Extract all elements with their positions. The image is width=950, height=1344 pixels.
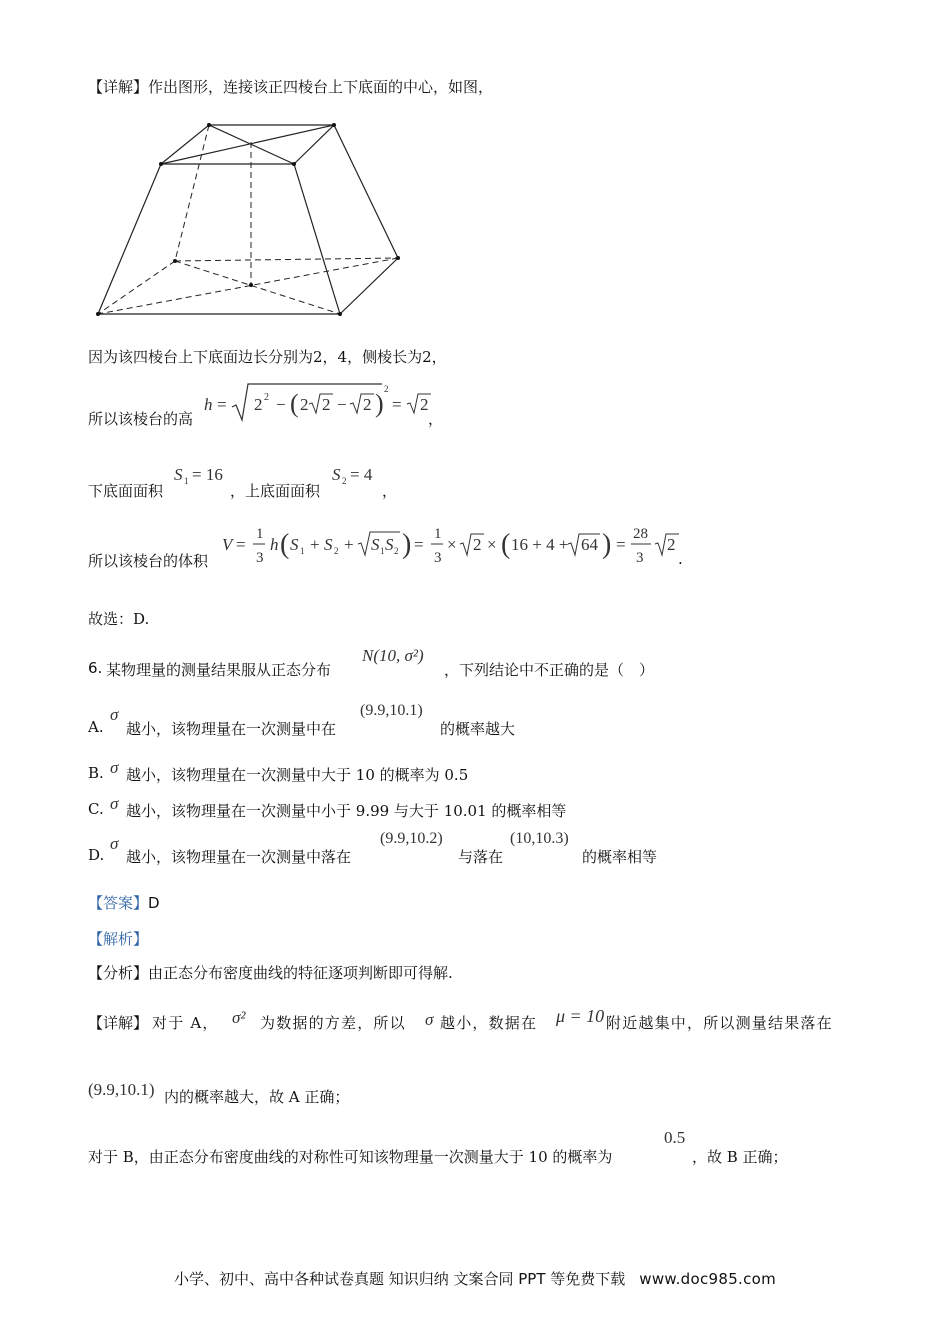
svg-text:+: + [310,535,320,554]
lower-area-formula [172,460,232,490]
option-c-text: 越小，该物理量在一次测量中小于 9.99 与大于 10.01 的概率相等 [126,802,567,820]
choice-line: 故选：D. [88,610,150,628]
lateral-edge-back-right [334,125,398,258]
svg-text:3: 3 [256,550,264,566]
area-suffix: ， [382,482,398,500]
lateral-edge-front-left [98,164,161,314]
answer-tag: 【答案】 [88,894,149,912]
svg-text:S: S [371,535,380,554]
detail2-interval: (9.9,10.1) [88,1080,155,1099]
analysis-tag: 【解析】 [88,930,149,948]
area-mid: ，上底面面积 [230,482,321,500]
svg-text:+: + [344,535,354,554]
question-stem-2: ，下列结论中不正确的是（ ） [444,661,655,679]
option-a-interval: (9.9,10.1) [360,702,423,719]
volume-formula [220,518,680,574]
edge-lengths-line: 因为该四棱台上下底面边长分别为2，4，侧棱长为2， [88,348,447,366]
svg-text:V: V [222,535,233,554]
svg-text:=: = [392,395,402,414]
option-a-text-1: 越小，该物理量在一次测量中在 [126,720,337,738]
option-d-sigma: σ [110,834,119,853]
option-a-label: A. [88,718,104,736]
svg-text:): ) [402,529,412,560]
svg-text:3: 3 [636,550,644,566]
option-d-text-2: 与落在 [458,848,504,866]
footer-text: 小学、初中、高中各种试卷真题 知识归纳 文案合同 PPT 等免费下载 [173,1270,626,1288]
top-diagonal-2 [161,125,334,164]
svg-text:2: 2 [667,535,676,554]
area-prefix-lower: 下底面面积 [88,482,164,500]
height-suffix: ， [428,410,444,428]
detail3-value: 0.5 [664,1128,686,1147]
svg-text:2: 2 [264,392,269,403]
detail2-tag: 【详解】 [88,1014,149,1032]
svg-text:64: 64 [581,535,598,554]
detail2-text-5: 内的概率越大，故 A 正确； [164,1088,350,1106]
svg-text:2: 2 [300,395,309,414]
detail3-text-2: ，故 B 正确； [692,1148,788,1166]
svg-text:=: = [217,395,227,414]
height-formula [202,380,434,426]
answer-value: D [148,894,160,912]
option-c-label: C. [88,800,104,818]
svg-text:): ) [602,529,612,560]
footer-url[interactable]: www.doc985.com [639,1270,777,1288]
svg-text:×: × [447,535,457,554]
answer-line [88,892,160,913]
bottom-edge-right [340,258,398,314]
fenxi-tag: 【分析】 [88,964,149,982]
svg-text:2: 2 [334,546,339,556]
svg-text:×: × [487,535,497,554]
svg-text:h: h [204,395,213,414]
distribution: N(10, σ²) [362,646,424,665]
bottom-edge-hidden-back [175,258,398,261]
fenxi-line [88,962,453,983]
bottom-diagonal-2 [98,258,398,314]
svg-text:−: − [276,395,286,414]
detail2-text-1: 对于 A， [152,1014,219,1032]
option-d-interval-1: (9.9,10.2) [380,830,443,847]
option-a-sigma: σ [110,705,119,724]
bottom-diagonal-1 [175,261,340,314]
svg-text:S: S [290,535,299,554]
question-number: 6. [88,659,103,677]
svg-text:2: 2 [473,535,482,554]
svg-text:3: 3 [434,550,442,566]
option-d-label: D. [88,846,105,864]
question-stem-1: 某物理量的测量结果服从正态分布 [106,661,332,679]
detail3-text-1: 对于 B，由正态分布密度曲线的对称性可知该物理量一次测量大于 10 的概率为 [88,1148,613,1166]
detail-intro-line [88,76,493,97]
svg-text:−: − [337,395,347,414]
svg-text:S: S [324,535,333,554]
option-b-text: 越小，该物理量在一次测量中大于 10 的概率为 0.5 [126,766,469,784]
option-c-sigma: σ [110,794,119,813]
svg-text:1: 1 [300,546,305,556]
svg-text:= 4: = 4 [350,465,373,484]
svg-text:(: ( [280,529,290,560]
top-edge-right [294,125,334,164]
lateral-edge-front-right [294,164,340,314]
svg-text:2: 2 [384,384,389,394]
svg-text:1: 1 [256,526,264,542]
svg-text:h: h [270,535,279,554]
footer-banner [0,1268,950,1289]
svg-text:=: = [616,535,626,554]
svg-text:28: 28 [633,526,648,542]
svg-text:= 16: = 16 [192,465,223,484]
svg-text:1: 1 [184,476,189,486]
detail-tag: 【详解】 [88,78,149,96]
svg-text:=: = [236,535,246,554]
option-d-text-3: 的概率相等 [582,848,658,866]
svg-text:2: 2 [363,395,372,414]
svg-text:2: 2 [420,395,429,414]
frustum-figure [90,118,410,323]
detail2-text-3: 越小，数据在 [440,1014,538,1032]
svg-text:(: ( [290,389,299,418]
svg-text:S: S [332,465,341,484]
option-a-text-2: 的概率越大 [440,720,516,738]
variance-symbol: σ² [232,1008,246,1027]
svg-text:): ) [375,389,384,418]
sigma-symbol: σ [425,1010,435,1029]
svg-text:S: S [174,465,183,484]
option-b-sigma: σ [110,758,119,777]
mu-value: μ = 10 [556,1006,605,1026]
lateral-edge-hidden [175,125,209,261]
upper-area-formula [330,460,382,490]
svg-text:1: 1 [434,526,442,542]
svg-text:S: S [385,535,394,554]
svg-text:(: ( [501,529,511,560]
fenxi-text: 由正态分布密度曲线的特征逐项判断即可得解. [148,964,453,982]
volume-prefix: 所以该棱台的体积 [88,552,209,570]
option-d-interval-2: (10,10.3) [510,830,569,847]
svg-text:2: 2 [322,395,331,414]
detail2-text-4: 附近越集中，所以测量结果落在 [606,1014,833,1032]
svg-text:2: 2 [254,395,263,414]
option-d-text-1: 越小，该物理量在一次测量中落在 [126,848,352,866]
svg-text:2: 2 [394,546,399,556]
svg-text:1: 1 [380,546,385,556]
option-b-label: B. [88,764,104,782]
volume-suffix: . [678,550,683,568]
height-prefix: 所以该棱台的高 [88,410,194,428]
svg-text:2: 2 [342,476,347,486]
svg-text:=: = [414,535,424,554]
detail2-text-2: 为数据的方差，所以 [260,1014,406,1032]
detail-text: 作出图形，连接该正四棱台上下底面的中心，如图， [148,78,494,96]
svg-text:16 + 4 +: 16 + 4 + [511,535,569,554]
